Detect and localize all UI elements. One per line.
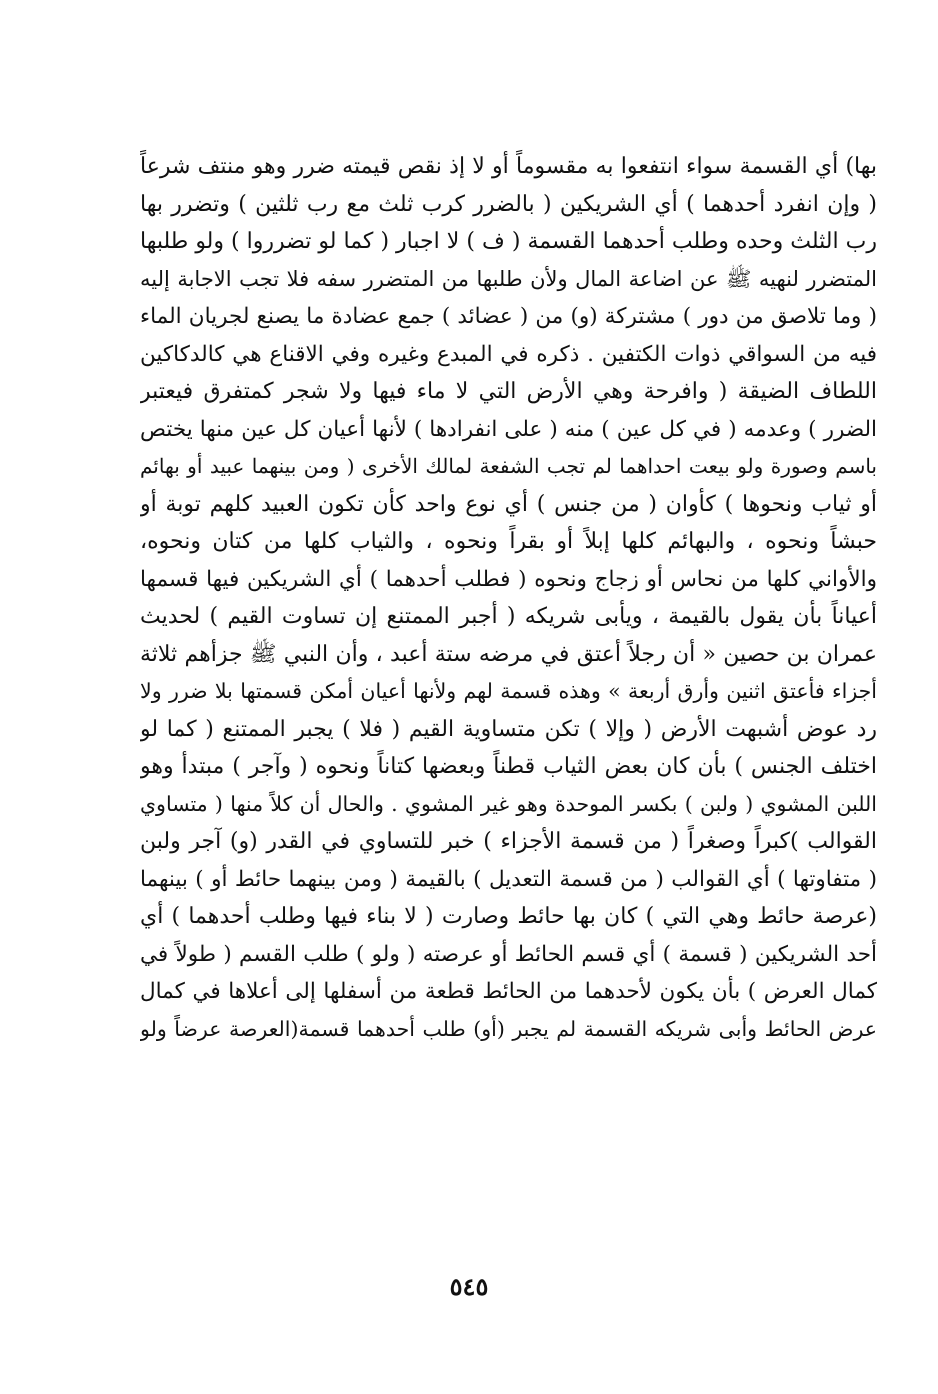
text-line: القوالب )كبراً وصغراً ( من قسمة الأجزاء ) خبر للتساوي في القدر (و) آجر ولبن <box>140 829 877 854</box>
text-line: كمال العرض ) بأن يكون لأحدهما من الحائط قطعة من أسفلها إلى أعلاها في كمال <box>140 979 877 1004</box>
text-line: الضرر ) وعدمه ( في كل عين ) منه ( على انفرادها ) لأنها أعيان كل عين منها يختص <box>140 416 877 442</box>
body-text <box>140 148 877 1048</box>
text-line: ( وما تلاصق من دور ) مشتركة (و) من ( عضائد ) جمع عضادة ما يصنع لجريان الماء <box>140 304 877 329</box>
text-line: والأواني كلها من نحاس أو زجاج ونحوه ( فطلب أحدهما ) أي الشريكين فيها قسمها <box>140 566 877 592</box>
text-line: ( وإن انفرد أحدهما ) أي الشريكين ( بالضرر كرب ثلث مع رب ثلثين ) وتضرر بها <box>140 191 877 217</box>
text-line: أجزاء فأعتق اثنين وأرق أربعة » وهذه قسمة لهم ولأنها أعيان أمكن قسمتها بلا ضرر ولا <box>140 679 877 703</box>
text-line: عرض الحائط وأبى شريكه القسمة لم يجبر (أو) طلب أحدهما قسمة(العرصة عرضاً ولو <box>140 1016 877 1041</box>
text-line: ( متفاوتها ) أي القوالب ( من قسمة التعديل ) بالقيمة ( ومن بينهما حائط أو ) بينهما <box>140 866 877 892</box>
text-line: (عرصة حائط وهي التي ) كان بها حائط وصارت ( لا بناء فيها وطلب أحدهما ) أي <box>140 904 877 929</box>
text-line: رد عوض أشبهت الأرض ( وإلا ) تكن متساوية القيم ( فلا ) يجبر الممتنع ( كما لو <box>140 716 877 742</box>
text-line: أحد الشريكين ( قسمة ) أي قسم الحائط أو عرصته ( ولو ) طلب القسم ( طولاً في <box>140 941 877 967</box>
text-line: المتضرر لنهيه ﷺ عن اضاعة المال ولأن طلبها من المتضرر سفه فلا تجب الاجابة إليه <box>140 266 877 291</box>
text-line: فيه من السواقي ذوات الكتفين . ذكره في المبدع وغيره وفي الاقناع هي كالدكاكين <box>140 341 877 367</box>
text-line: بها) أي القسمة سواء انتفعوا به مقسوماً أو لا إذ نقص قيمته ضرر وهو منتف شرعاً <box>140 154 877 179</box>
page-number: ٥٤٥ <box>449 1272 489 1301</box>
text-line: اللطاف الضيقة ( وافرحة وهي الأرض التي لا ماء فيها ولا شجر كمتفرق فيعتبر <box>140 379 877 404</box>
text-line: أو ثياب ونحوها ) كأوان ( من جنس ) أي نوع واحد كأن تكون العبيد كلهم توبة أو <box>140 491 877 517</box>
text-line: حبشاً ونحوه ، والبهائم كلها إبلاً أو بقراً ونحوه ، والثياب كلها من كتان ونحوه، <box>140 529 877 554</box>
text-line: رب الثلث وحده وطلب أحدهما القسمة ( ف ) لا اجبار ( كما لو تضرروا ) ولو طلبها <box>140 229 877 254</box>
text-line: باسم وصورة ولو بيعت احداهما لم تجب الشفعة لمالك الأخرى ( ومن بينهما عبيد أو بهائم <box>140 454 877 478</box>
text-line: عمران بن حصين « أن رجلاً أعتق في مرضه ستة أعبد ، وأن النبي ﷺ جزأهم ثلاثة <box>140 641 877 667</box>
text-line: اختلف الجنس ) بأن كان بعض الثياب قطناً وبعضها كتاناً ونحوه ( وآجر ) مبتدأ وهو <box>140 754 877 779</box>
text-line: أعياناً بأن يقول بالقيمة ، ويأبى شريكه ( أجبر الممتنع إن تساوت القيم ) لحديث <box>140 604 877 629</box>
text-line: اللبن المشوي ( ولبن ) بكسر الموحدة وهو غير المشوي . والحال أن كلاً منها ( متساوي <box>140 791 877 816</box>
